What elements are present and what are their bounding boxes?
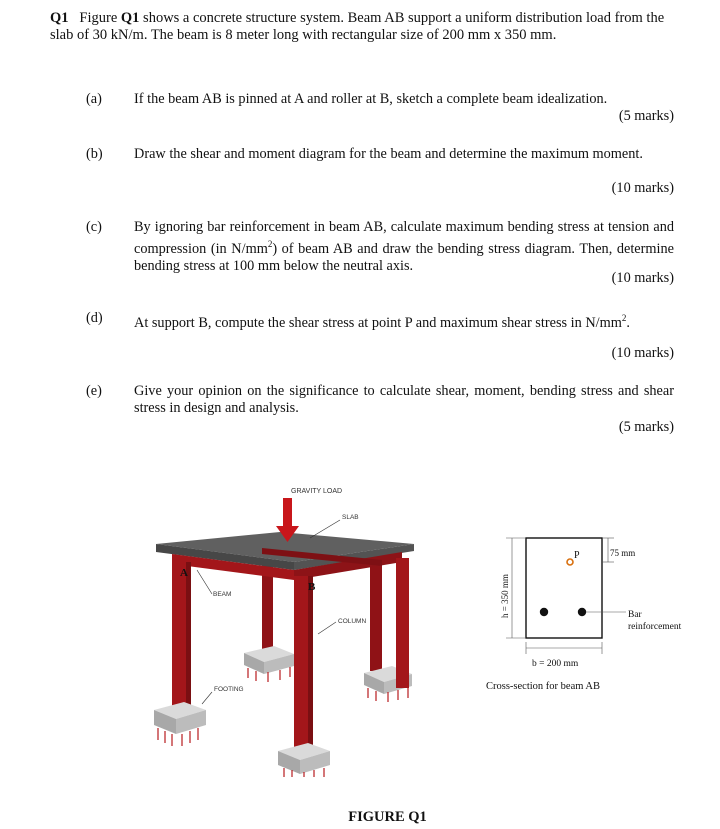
question-label: (b) (86, 146, 103, 162)
superscript: 2 (621, 313, 627, 323)
question-text-part: By ignoring bar reinforcement in beam AB, calculate maximum bending stress at tension and compression (in N/mm (134, 219, 674, 257)
point-p-label: P (574, 550, 580, 561)
rebar-right (578, 608, 586, 616)
question-text-part: . (626, 314, 630, 331)
question-label: (e) (86, 383, 102, 399)
superscript: 2 (267, 239, 273, 249)
rebar-label-line-1: Bar (628, 610, 642, 620)
question-text (134, 219, 674, 275)
column-label: COLUMN (338, 618, 367, 625)
intro-prefix: Figure (79, 10, 121, 26)
question-number: Q1 (50, 10, 69, 26)
gravity-load-arrow-shaft (283, 498, 292, 530)
figure-caption: FIGURE Q1 (348, 809, 427, 825)
back-right-column (370, 556, 382, 671)
intro-text: shows a concrete structure system. Beam AB support a uniform distribution load from the slab of 30 kN/m. The beam is 8 meter long with rectangular size of 200 mm x 350 mm. (50, 10, 665, 43)
gravity-load-label: GRAVITY LOAD (291, 488, 343, 495)
question-text: Draw the shear and moment diagram for the beam and determine the maximum moment. (134, 146, 643, 162)
rebar-label-line-2: reinforcement (628, 622, 682, 632)
column-b (294, 576, 308, 751)
column-leader (318, 622, 336, 634)
figure-reference: Q1 (120, 10, 140, 26)
question-marks: (10 marks) (611, 270, 674, 286)
structure-figure (152, 478, 422, 778)
question-label: (c) (86, 219, 102, 235)
cross-section-caption: Cross-section for beam AB (486, 681, 601, 692)
question-label: (d) (86, 310, 103, 326)
question-marks: (10 marks) (611, 345, 674, 361)
slab-label: SLAB (342, 514, 359, 521)
slab-leader (310, 520, 340, 538)
beam-section-outline (526, 538, 602, 638)
cover-label: 75 mm (610, 548, 636, 558)
cross-section-diagram (486, 520, 720, 710)
question-marks: (5 marks) (618, 108, 674, 124)
beam-leader (197, 570, 212, 594)
question-text-part: At support B, compute the shear stress at point P and maximum shear stress in N/mm (134, 314, 622, 331)
point-b-label: B (308, 581, 316, 593)
height-label: h = 350 mm (500, 574, 510, 618)
beam-label: BEAM (213, 591, 232, 598)
footing-leader (202, 692, 212, 704)
column-a-shade (186, 562, 191, 710)
question-label: (a) (86, 91, 102, 107)
question-text (134, 310, 674, 332)
question-marks: (10 marks) (611, 180, 674, 196)
question-intro (50, 10, 690, 44)
column-b-shade (308, 576, 313, 751)
width-label: b = 200 mm (532, 659, 579, 669)
question-text: If the beam AB is pinned at A and roller at B, sketch a complete beam idealization. (134, 91, 608, 107)
footing-label: FOOTING (214, 686, 244, 693)
question-text: Give your opinion on the significance to calculate shear, moment, bending stress and shear stress in design and analysis. (134, 383, 674, 416)
point-a-label: A (180, 567, 188, 579)
column-right (396, 558, 409, 688)
question-marks: (5 marks) (618, 419, 674, 435)
question-text-part: ) of beam AB and draw the bending stress diagram. Then, determine bending stress at 100 mm below the neutral axis. (134, 240, 674, 274)
rebar-left (540, 608, 548, 616)
column-a (172, 560, 186, 710)
